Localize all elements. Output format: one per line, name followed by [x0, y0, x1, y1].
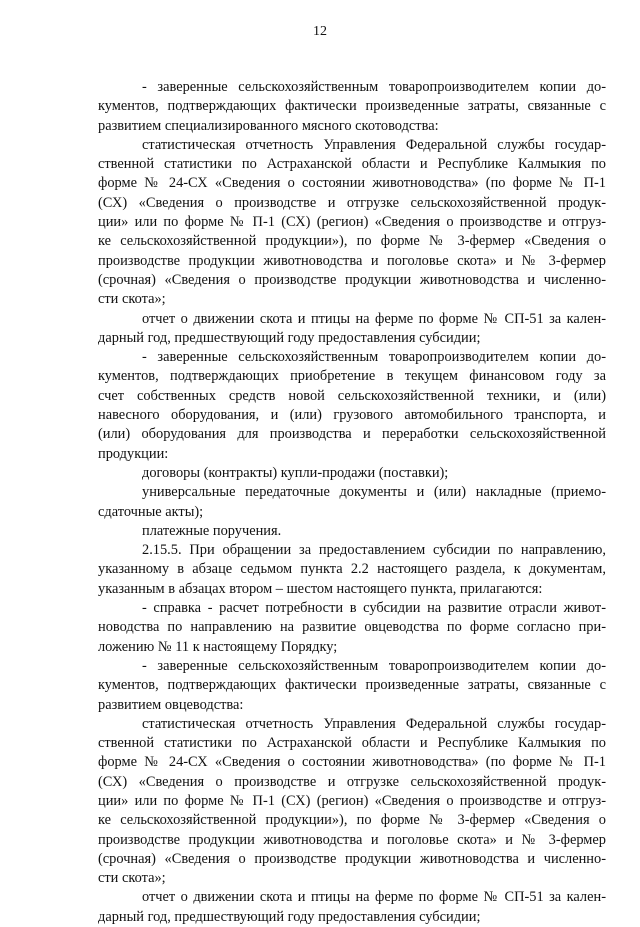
text-line: 2.15.5. При обращении за предоставлением субсидии по направлению,: [142, 542, 606, 559]
text-line: - заверенные сельскохозяйственным товаропроизводителем копии до-: [142, 79, 606, 95]
text-line: кументов, подтверждающих приобретение в текущем финансовом году за: [98, 368, 606, 385]
text-line: ственной статистики по Астраханской области и Республике Калмыкия по: [98, 156, 606, 173]
text-line: отчет о движении скота и птицы на ферме по форме № СП-51 за кален-: [142, 889, 606, 906]
text-line: производстве продукции животноводства и поголовье скота» и № 3-фермер: [98, 252, 606, 269]
text-line: ции» или по форме № П-1 (СХ) (регион) «Сведения о производстве и отгруз-: [98, 792, 606, 809]
text-line: договоры (контракты) купли-продажи (поставки);: [142, 464, 449, 481]
text-line: - справка - расчет потребности в субсидии на развитие отрасли живот-: [142, 600, 606, 617]
text-line: - заверенные сельскохозяйственным товаропроизводителем копии до-: [142, 349, 606, 366]
text-line: развитием овцеводства:: [98, 696, 244, 713]
text-line: ции» или по форме № П-1 (СХ) (регион) «Сведения о производстве и отгруз-: [98, 214, 606, 231]
text-line: сдаточные акты);: [98, 503, 204, 520]
text-line: универсальные передаточные документы и (или) накладные (приемо-: [142, 484, 606, 501]
text-line: - заверенные сельскохозяйственным товаропроизводителем копии до-: [142, 657, 606, 674]
text-line: кументов, подтверждающих фактически произведенные затраты, связанные с: [98, 677, 606, 694]
text-line: навесного оборудования, и (или) грузового автомобильного транспорта, и: [98, 407, 606, 424]
text-line: производстве продукции животноводства и поголовье скота» и № 3-фермер: [98, 831, 606, 848]
text-line: (СХ) «Сведения о производстве и отгрузке сельскохозяйственной продук-: [98, 773, 606, 790]
page-number: 12: [313, 24, 327, 39]
text-line: дарный год, предшествующий году предоставления субсидии;: [98, 329, 481, 346]
text-line: сти скота»;: [98, 870, 166, 887]
text-line: новодства по направлению на развитие овцеводства по форме согласно при-: [98, 619, 606, 636]
text-line: (срочная) «Сведения о производстве продукции животноводства и численно-: [98, 850, 606, 867]
text-line: ственной статистики по Астраханской области и Республике Калмыкия по: [98, 735, 606, 752]
text-line: указанному в абзаце седьмом пункта 2.2 настоящего раздела, к документам,: [98, 561, 606, 578]
text-line: кументов, подтверждающих фактически произведенные затраты, связанные с: [98, 98, 606, 115]
text-line: указанным в абзацах втором – шестом настоящего пункта, прилагаются:: [98, 580, 543, 597]
text-line: сти скота»;: [98, 291, 166, 308]
text-line: ке сельскохозяйственной продукции»), по форме № 3-фермер «Сведения о: [98, 812, 606, 829]
text-line: развитием специализированного мясного скотоводства:: [98, 117, 439, 134]
text-line: статистическая отчетность Управления Федеральной службы государ-: [142, 136, 606, 153]
document-body: [98, 78, 606, 927]
text-line: (СХ) «Сведения о производстве и отгрузке сельскохозяйственной продук-: [98, 194, 606, 211]
text-line: платежные поручения.: [142, 522, 282, 539]
text-line: дарный год, предшествующий году предоставления субсидии;: [98, 908, 481, 925]
text-line: статистическая отчетность Управления Федеральной службы государ-: [142, 715, 606, 732]
text-line: (срочная) «Сведения о производстве продукции животноводства и численно-: [98, 271, 606, 288]
text-line: отчет о движении скота и птицы на ферме по форме № СП-51 за кален-: [142, 310, 606, 327]
text-line: счет собственных средств новой сельскохозяйственной техники, и (или): [98, 387, 606, 404]
text-line: ке сельскохозяйственной продукции»), по форме № 3-фермер «Сведения о: [98, 233, 606, 250]
text-line: ложению № 11 к настоящему Порядку;: [98, 638, 338, 655]
text-line: продукции:: [98, 445, 169, 462]
text-line: форме № 24-СХ «Сведения о состоянии животноводства» (по форме № П-1: [98, 754, 606, 771]
text-line: форме № 24-СХ «Сведения о состоянии животноводства» (по форме № П-1: [98, 175, 606, 192]
text-line: (или) оборудования для производства и переработки сельскохозяйственной: [98, 426, 606, 443]
